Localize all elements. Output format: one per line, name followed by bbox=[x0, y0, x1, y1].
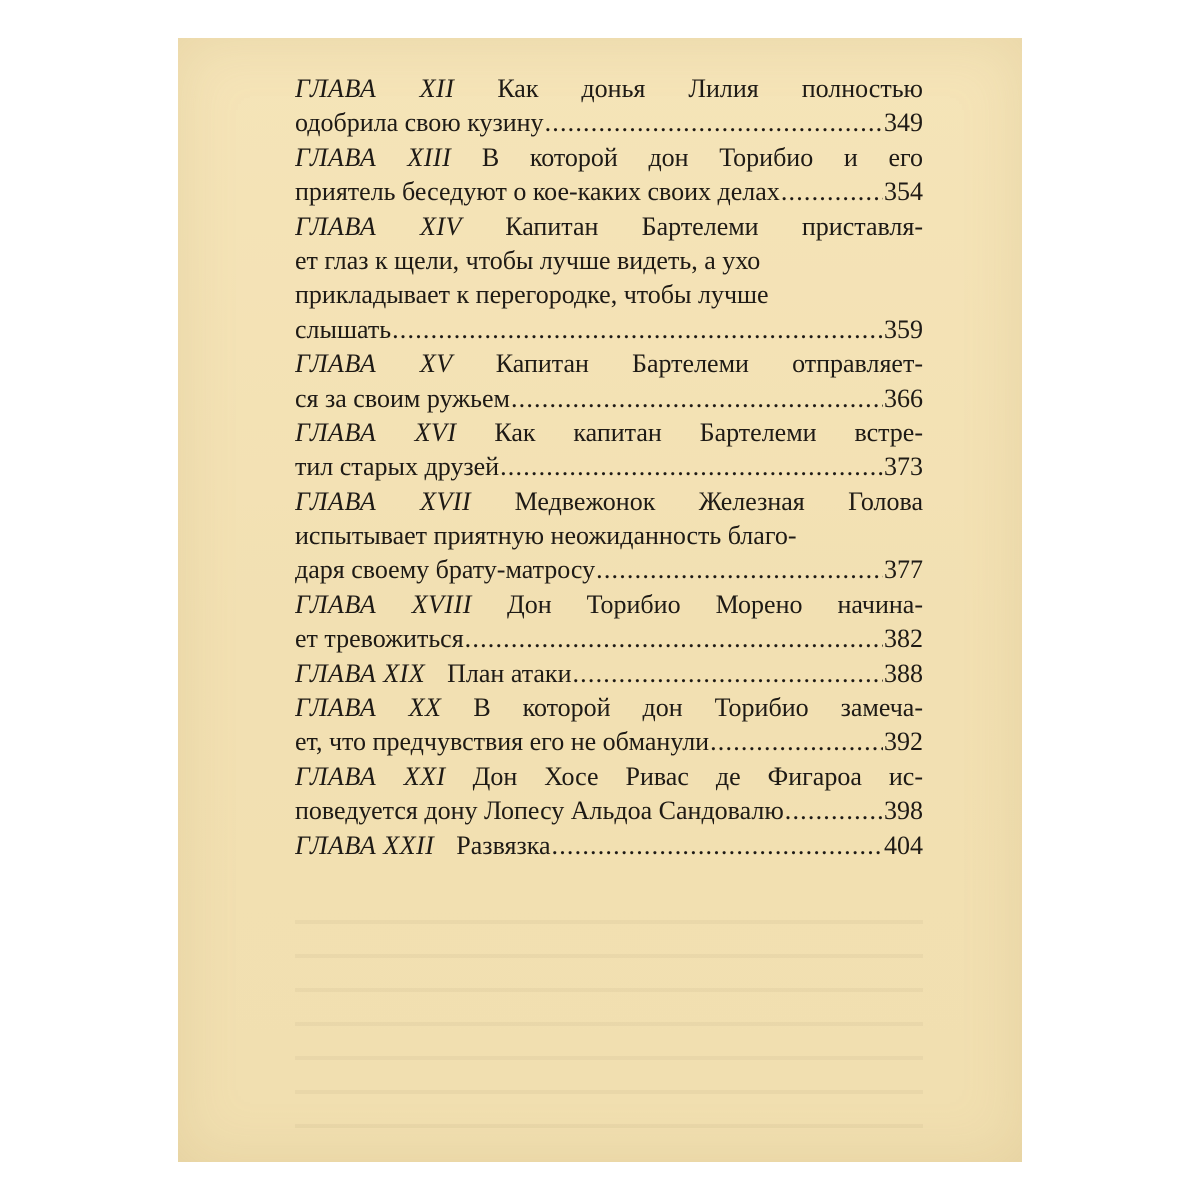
entry-text bbox=[295, 657, 571, 691]
toc-entry-line bbox=[295, 313, 923, 347]
dot-leader bbox=[710, 725, 883, 759]
page-number: 388 bbox=[884, 658, 923, 688]
toc-entry-line bbox=[295, 72, 923, 106]
dot-leader bbox=[511, 382, 883, 416]
toc-entry-line bbox=[295, 588, 923, 622]
chapter-label: ГЛАВА XIII bbox=[295, 142, 452, 172]
entry-title: одобрила свою кузину bbox=[295, 108, 544, 138]
page-number: 359 bbox=[884, 314, 923, 344]
page-number: 373 bbox=[884, 452, 923, 482]
page-number: 366 bbox=[884, 383, 923, 413]
entry-title: даря своему брату-матросу bbox=[295, 555, 596, 585]
entry-title: поведуется дону Лопесу Альдоа Сандовалю bbox=[295, 796, 784, 826]
chapter-label: ГЛАВА XII bbox=[295, 74, 455, 103]
entry-text bbox=[295, 106, 544, 140]
entry-title: Дон Торибио Морено начина- bbox=[506, 589, 923, 619]
dot-leader bbox=[785, 794, 883, 828]
page-number: 382 bbox=[884, 624, 923, 654]
chapter-label: ГЛАВА XXII bbox=[295, 830, 435, 860]
toc-entry-line bbox=[295, 210, 923, 244]
entry-title: Как донья Лилия полностью bbox=[497, 74, 923, 103]
toc-entry-line bbox=[295, 657, 923, 691]
entry-title: прикладывает к перегородке, чтобы лучше bbox=[295, 280, 769, 310]
entry-text bbox=[295, 553, 595, 587]
toc-entry-line bbox=[295, 450, 923, 484]
chapter-label: ГЛАВА XVIII bbox=[295, 589, 472, 619]
toc-entry-line bbox=[295, 141, 923, 175]
page-number: 349 bbox=[884, 108, 923, 138]
page-number: 354 bbox=[884, 177, 923, 207]
entry-title: ся за своим ружьем bbox=[295, 383, 510, 413]
toc-entry-line bbox=[295, 347, 923, 381]
page-number: 398 bbox=[884, 796, 923, 826]
toc-entry-line bbox=[295, 622, 923, 656]
toc-entry-line bbox=[295, 175, 923, 209]
entry-title: Как капитан Бартелеми встре- bbox=[494, 417, 923, 447]
dot-leader bbox=[500, 450, 883, 484]
toc-entry-line bbox=[295, 553, 923, 587]
toc-entry-line bbox=[295, 485, 923, 519]
toc-entry-line bbox=[295, 691, 923, 725]
chapter-label: ГЛАВА XIV bbox=[295, 211, 462, 241]
page-number: 392 bbox=[884, 727, 923, 757]
chapter-label: ГЛАВА XIX bbox=[295, 658, 426, 688]
entry-title: Капитан Бартелеми приставля- bbox=[505, 211, 923, 241]
chapter-label: ГЛАВА XVII bbox=[295, 486, 472, 516]
toc-entry-line bbox=[295, 382, 923, 416]
entry-text bbox=[295, 450, 499, 484]
dot-leader bbox=[545, 106, 883, 140]
dot-leader bbox=[392, 313, 883, 347]
chapter-label: ГЛАВА XVI bbox=[295, 417, 457, 447]
toc-entry-line bbox=[295, 416, 923, 450]
book-page bbox=[178, 38, 1022, 1162]
entry-text bbox=[295, 622, 464, 656]
dot-leader bbox=[572, 657, 883, 691]
entry-title: Капитан Бартелеми отправляет- bbox=[495, 349, 923, 379]
dot-leader bbox=[552, 829, 883, 863]
entry-title: испытывает приятную неожиданность благо- bbox=[295, 521, 797, 551]
toc-entry-line bbox=[295, 519, 923, 553]
dot-leader bbox=[465, 622, 883, 656]
table-of-contents bbox=[295, 72, 923, 863]
toc-entry-line bbox=[295, 760, 923, 794]
page-number: 404 bbox=[884, 830, 923, 860]
entry-title: Медвежонок Железная Голова bbox=[514, 486, 923, 516]
chapter-label: ГЛАВА XV bbox=[295, 349, 453, 379]
bleed-through-text bbox=[295, 898, 923, 1158]
toc-entry-line bbox=[295, 244, 923, 278]
toc-entry-line bbox=[295, 278, 923, 312]
entry-title: Развязка bbox=[456, 830, 551, 860]
entry-title: ет, что предчувствия его не обманули bbox=[295, 727, 710, 757]
dot-leader bbox=[596, 553, 883, 587]
chapter-label: ГЛАВА XXI bbox=[295, 761, 446, 791]
entry-text bbox=[295, 829, 551, 863]
entry-title: План атаки bbox=[447, 658, 572, 688]
dot-leader bbox=[781, 175, 883, 209]
entry-title: ет глаз к щели, чтобы лучше видеть, а ухо bbox=[295, 245, 761, 275]
toc-entry-line bbox=[295, 794, 923, 828]
chapter-label: ГЛАВА XX bbox=[295, 693, 442, 723]
page-number: 377 bbox=[884, 555, 923, 585]
entry-title: Дон Хосе Ривас де Фигароа ис- bbox=[472, 761, 923, 791]
entry-title: В которой дон Торибио замеча- bbox=[473, 693, 923, 723]
entry-title: приятель беседуют о кое-каких своих делах bbox=[295, 177, 780, 207]
entry-title: ет тревожиться bbox=[295, 624, 464, 654]
entry-text bbox=[295, 725, 709, 759]
entry-text bbox=[295, 313, 391, 347]
entry-text bbox=[295, 175, 780, 209]
entry-title: тил старых друзей bbox=[295, 452, 500, 482]
entry-text bbox=[295, 382, 510, 416]
entry-text bbox=[295, 794, 784, 828]
toc-entry-line bbox=[295, 829, 923, 863]
toc-entry-line bbox=[295, 106, 923, 140]
toc-entry-line bbox=[295, 725, 923, 759]
entry-title: В которой дон Торибио и его bbox=[481, 142, 923, 172]
entry-title: слышать bbox=[295, 314, 392, 344]
